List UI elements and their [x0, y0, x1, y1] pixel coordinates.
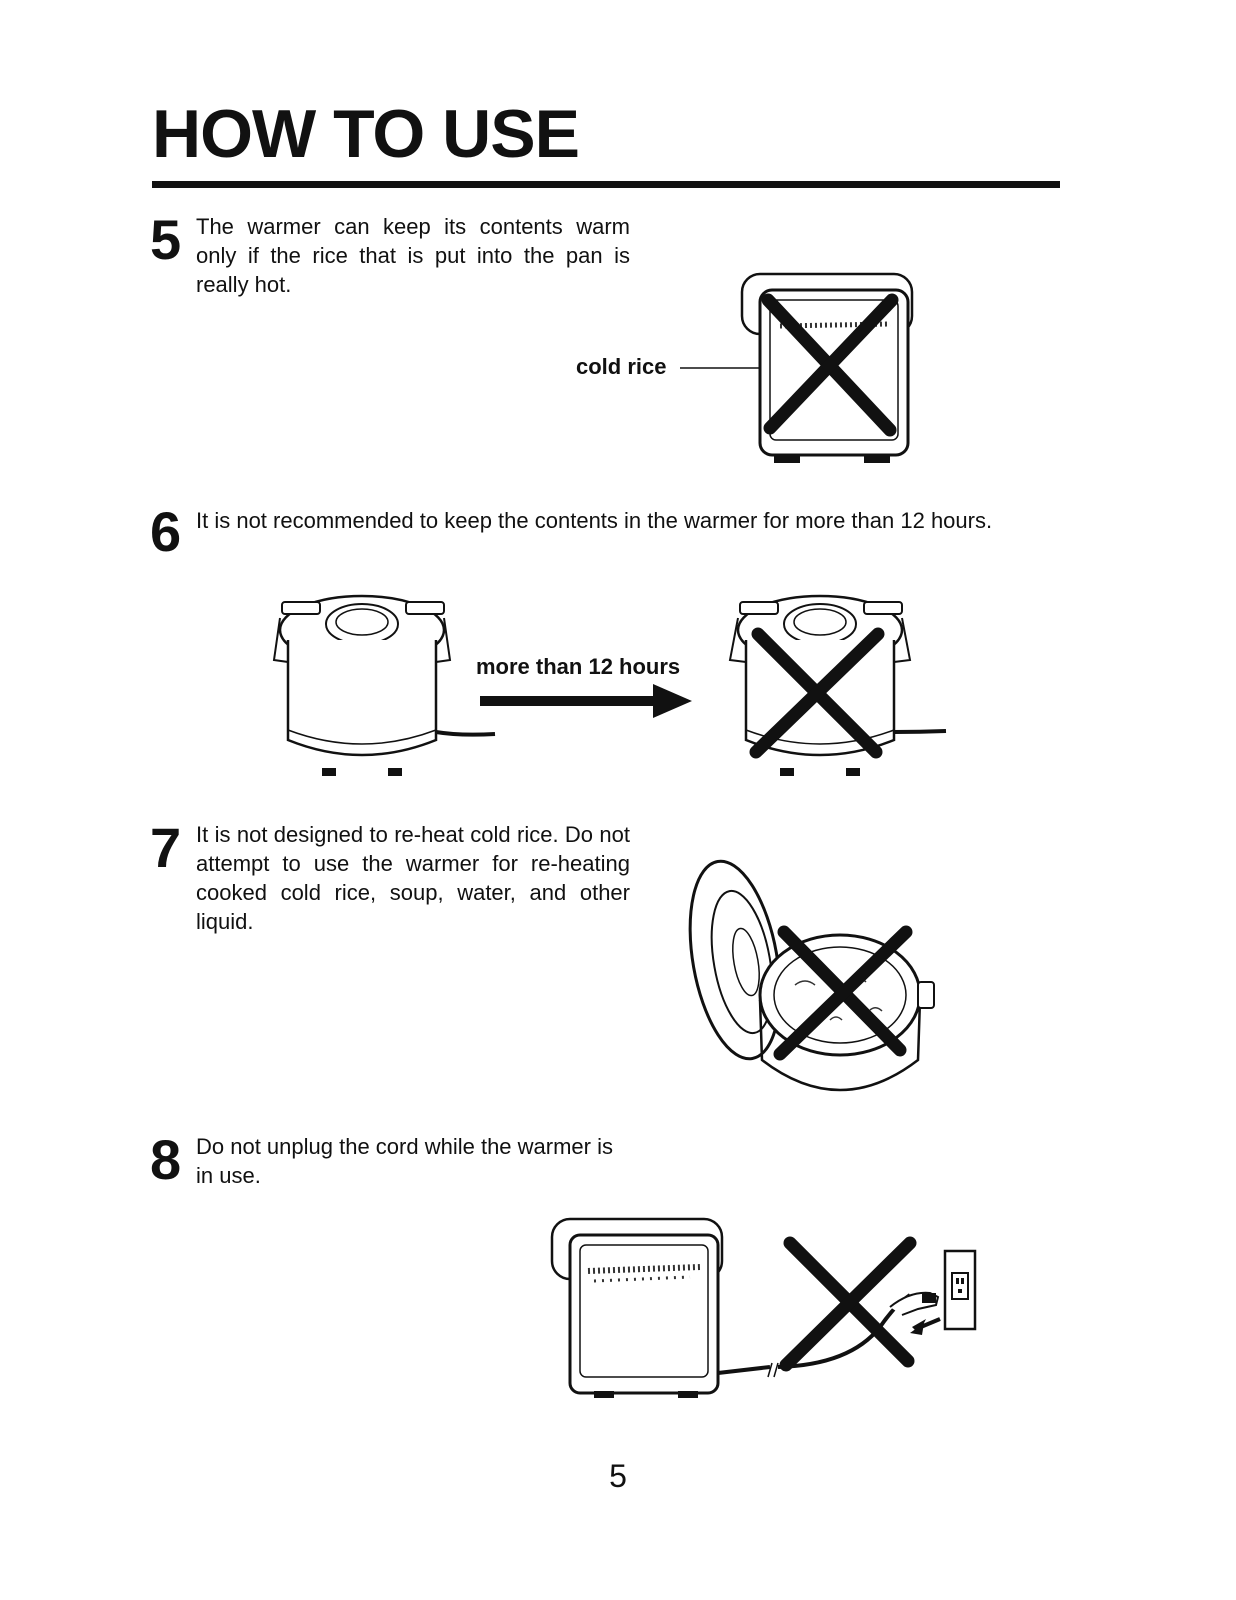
step-5-number: 5 [150, 208, 182, 271]
arrow-right-icon [478, 682, 698, 722]
title-rule [152, 181, 1060, 188]
more-than-12-hours-label: more than 12 hours [476, 654, 681, 679]
unplug-cord-crossed-illustration [550, 1215, 990, 1400]
step-8-text: Do not unplug the cord while the warmer is in use. [196, 1134, 613, 1188]
page-title: HOW TO USE [152, 96, 579, 172]
step-5-text: The warmer can keep its contents warm only if the rice that is put into the pan is really hot. [196, 214, 630, 297]
step-8-number: 8 [150, 1128, 182, 1191]
open-warmer-crossed-illustration [680, 850, 950, 1110]
warmer-crossed-illustration [720, 590, 950, 780]
step-6-number: 6 [150, 500, 182, 563]
warmer-normal-illustration [270, 590, 500, 780]
cold-rice-label: cold rice [576, 354, 667, 379]
step-7-number: 7 [150, 816, 182, 879]
page-number: 5 [609, 1458, 627, 1494]
cold-rice-illustration [680, 270, 920, 470]
step-7-text: It is not designed to re-heat cold rice. Do not attempt to use the warmer for re-heating cooked cold rice, soup, water, and other liquid. [196, 822, 630, 934]
step-6-text: It is not recommended to keep the contents in the warmer for more than 12 hours. [196, 508, 993, 533]
